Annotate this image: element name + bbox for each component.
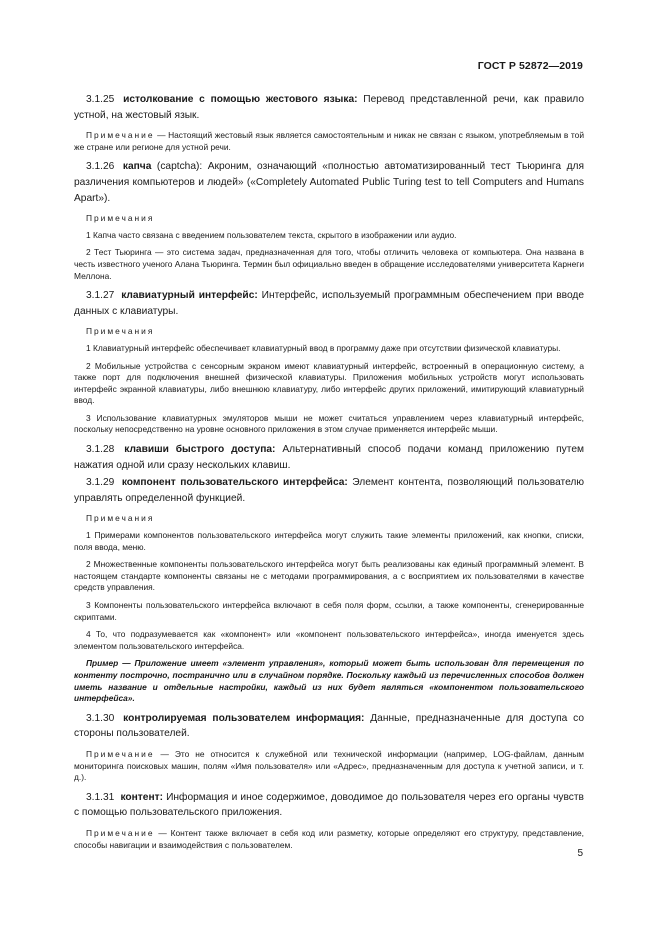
definition-3-1-25 — [74, 92, 584, 123]
definition-3-1-29 — [74, 475, 584, 506]
clause-number: 3.1.27 — [86, 290, 115, 302]
note-text: — Это не относится к служебной или технической информации (например, LOG-файлам, данным мониторинга поисковых машин, полям «Имя пользователя» или «Адрес», предназначенным для доступа к учетной записи, и т. д.). — [74, 748, 584, 783]
definition-text: Информация и иное содержимое, доводимое до пользователя через его органы чувств с помощью пользовательского приложения. — [74, 791, 584, 819]
term: клавиши быстрого доступа: — [124, 444, 276, 456]
clause-number: 3.1.26 — [86, 161, 115, 173]
notes-heading: Примечания — [86, 213, 155, 224]
note-3-1-29-2: 2 Множественные компоненты пользовательского интерфейса могут быть реализованы как единый программный элемент. В настоящем стандарте компоненты связаны не с методами программирования, а с восприятием их пользователями в качестве средств управления. — [74, 559, 584, 593]
note-3-1-27-3: 3 Использование клавиатурных эмуляторов мыши не может считаться управлением через клавиатурный интерфейс, поскольку непосредственно на уровне основного приложения в этом случае применяется интерфейс мыши. — [74, 412, 584, 435]
term: капча — [122, 161, 152, 173]
note-3-1-25 — [74, 130, 584, 153]
note-3-1-27-1: 1 Клавиатурный интерфейс обеспечивает клавиатурный ввод в программу даже при отсутствии физической клавиатуры. — [86, 342, 561, 353]
definition-text: Элемент контента, позволяющий пользователю управлять определенной функцией. — [74, 477, 584, 504]
note-3-1-26-1: 1 Капча часто связана с введением пользователем текста, скрытого в изображении или аудио. — [86, 229, 457, 240]
note-3-1-30 — [74, 749, 584, 784]
definition-3-1-27 — [74, 288, 584, 319]
definition-3-1-30 — [74, 711, 584, 742]
note-text: — Контент также включает в себя код или разметку, которые определяют его структуру, представление, способы навигации и взаимодействия с пользователем. — [74, 827, 585, 850]
clause-number: 3.1.28 — [86, 444, 115, 456]
clause-number: 3.1.31 — [86, 791, 115, 803]
definition-3-1-28 — [74, 442, 584, 473]
note-3-1-27-2: 2 Мобильные устройства с сенсорным экраном имеют клавиатурный интерфейс, встроенный в операционную систему, а также порт для подключения внешней физической клавиатуры. Приложения мобильных устройств могут использовать интерфейс экранной клавиатуры, либо внешнюю клавиатуру, либо интерфейс других приложений, имитирующий клавиатурный ввод. — [74, 360, 584, 406]
definition-text: (captcha): Акроним, означающий «полностью автоматизированный тест Тьюринга для различения компьютеров и людей» («Completely Automated Public Turing test to tell Computers and Humans Apart»). — [74, 161, 584, 204]
notes-heading: Примечания — [86, 513, 155, 524]
note-label: Примечание — [86, 827, 155, 838]
term: клавиатурный интерфейс: — [121, 290, 258, 302]
note-label: Примечание — [86, 130, 155, 141]
clause-number: 3.1.29 — [86, 477, 115, 489]
note-3-1-29-3: 3 Компоненты пользовательского интерфейса включают в себя поля форм, ссылки, а также компоненты, сгенерированные скриптами. — [74, 600, 584, 622]
example-3-1-29: Пример — Приложение имеет «элемент управления», который может быть использован для перемещения по контенту построчно, постранично или в случайном порядке. Поскольку каждый из перечисленных способов должен иметь название и отдельные настройки, каждый из них будет являться «компонентом пользовательского интерфейса». — [74, 658, 584, 704]
clause-number: 3.1.30 — [86, 712, 115, 724]
note-3-1-31 — [74, 828, 584, 851]
term: компонент пользовательского интерфейса: — [121, 477, 348, 489]
page-content — [74, 92, 584, 857]
definition-3-1-31 — [74, 790, 584, 821]
notes-heading: Примечания — [86, 326, 155, 337]
note-3-1-29-1: 1 Примерами компонентов пользовательского интерфейса могут служить такие элементы приложений, как кнопки, списки, поля ввода, меню. — [74, 530, 584, 552]
definition-text: Интерфейс, используемый программным обеспечением при вводе данных с клавиатуры. — [74, 290, 584, 317]
definition-text: Данные, предназначенные для доступа со стороны пользователей. — [74, 712, 584, 740]
note-text: — Настоящий жестовый язык является самостоятельным и никак не связан с языком, употребляемым в той же стране или регионе для устной речи. — [74, 130, 585, 152]
document-id: ГОСТ Р 52872—2019 — [477, 60, 583, 72]
definition-text: Альтернативный способ подачи команд приложению путем нажатия одной или сразу нескольких клавиш. — [74, 444, 584, 471]
note-label: Примечание — [86, 748, 155, 759]
definition-text: Перевод представленной речи, как правило устной, на жестовый язык. — [74, 94, 584, 121]
note-3-1-29-4: 4 То, что подразумевается как «компонент» или «компонент пользовательского интерфейса», иногда именуется здесь элементом пользовательского интерфейса. — [74, 629, 584, 651]
clause-number: 3.1.25 — [86, 94, 115, 105]
term: контролируемая пользователем информация: — [123, 712, 365, 724]
note-3-1-26-2: 2 Тест Тьюринга — это система задач, предназначенная для того, чтобы отличить человека от компьютера. Она названа в честь известного ученого Алана Тьюринга. Термин был официально введен в обращение исследователями университета Карнеги Меллона. — [74, 247, 584, 281]
page-number: 5 — [577, 848, 583, 859]
term: истолкование с помощью жестового языка: — [123, 94, 358, 105]
definition-3-1-26 — [74, 159, 584, 206]
term: контент: — [120, 791, 163, 803]
